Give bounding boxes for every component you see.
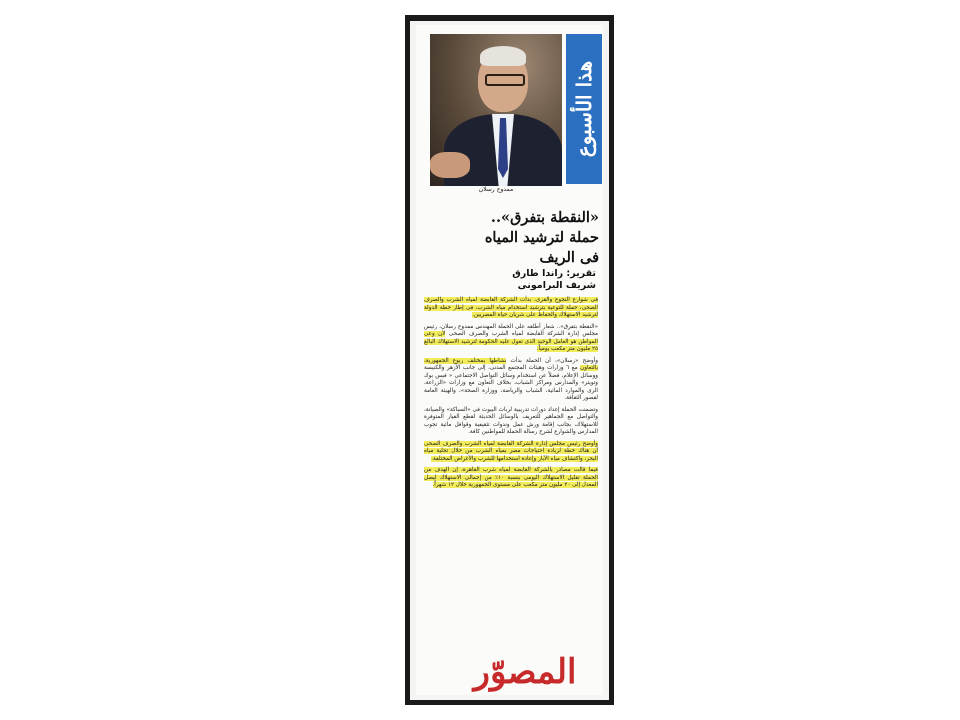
paragraph-4: وتضمنت الحملة إعداد دورات تدريبية لربات البيوت فى «السباكة» والصيانة، والتواصل مع الجماهير للتعريف بالوسائل الحديثة لقطع الفيار المتوفرة للاستهلاك، بجانب إقامة ورش عمل وندوات تثقيفية وقوافل مائية تجوب المدارس والشوارع لشرح رسالة الحملة للمواطنين كافة. — [424, 406, 598, 435]
byline-line-2: شريف البرامونى — [517, 280, 596, 291]
article-body — [424, 297, 598, 494]
highlighted-text: فى شوارع النجوع والقرى، بدأت الشركة القابضة لمياه الشرب والصرف الصحى، حملة للتوعية بترشيد استخدام مياه الشرب، فى إطار خطة الدولة لترشيد الاستهلاك والحفاظ على شريان حياة المصريين. — [424, 297, 598, 318]
paragraph-2: «النقطة بتفرق».. شعار أطلقه على الحملة المهندس ممدوح رسلان، رئيس مجلس إدارة الشركة القابضة لمياه الشرب والصرف الصحى لأن وعى المواطن هو العامل الوحيد الذى تعول عليه الحكومة لترشيد الاستهلاك البالغ ٢٥ مليون متر مكعب يومياً. — [424, 323, 598, 352]
publication-logo: المصوّر — [473, 652, 577, 692]
article-byline — [440, 268, 596, 292]
paragraph-6 — [424, 467, 598, 490]
headline-line-1: «النقطة بتفرق».. — [490, 209, 599, 226]
section-banner-label: هذا الأسبوع — [572, 60, 596, 158]
highlighted-text: نشاطها بمختلف ربوع الجمهورية، بالتعاون — [424, 357, 599, 371]
highlighted-text: لأن وعى المواطن هو العامل الوحيد الذى تعول عليه الحكومة لترشيد الاستهلاك البالغ ٢٥ مليون متر مكعب يومياً. — [424, 331, 598, 352]
section-banner — [566, 34, 602, 184]
paragraph-5 — [424, 441, 598, 464]
highlighted-text: وأوضح رئيس مجلس إدارة الشركة القابضة لمياه الشرب والصرف الصحى أن هناك خطة لزيادة احتياجات مصر بمياه الشرب من خلال تحلية مياه البحر، واكتشاف مياه الآبار وإعادة استخدامها للشرب والأغراض المختلفة. — [424, 440, 598, 462]
portrait-photo — [430, 34, 562, 186]
headline-line-3: فى الريف — [539, 249, 599, 266]
photo-caption: ممدوح رسلان — [478, 186, 514, 193]
byline-line-1: تقرير: راندا طارق — [512, 268, 596, 279]
article-headline — [424, 208, 599, 268]
headline-line-2: حملة لترشيد المياه — [484, 229, 599, 246]
paragraph-3: وأوضح «رسلان»، أن الحملة بدأت نشاطها بمختلف ربوع الجمهورية، بالتعاون مع ٦ وزارات وهيئات المجتمع المدنى، إلى جانب الأزهر والكنيسة ووسائل الإعلام، فضلاً عن استخدام وسائل التواصل الاجتماعى « فيس بوك وتويتر» والمدارس ومراكز الشباب، بخلاف التعاون مع وزارات «الزراعة، الرى والموارد المائية، الشباب والرياضة، ووزارة الصحة»، والهيئة العامة لقصور الثقافة. — [424, 357, 599, 401]
paragraph-1 — [424, 297, 598, 320]
highlighted-text: فيما قالت مصادر بالشركة القابضة لمياه شرب القاهرة، إن الهدف من الحملة تقليل الاستهلاك اليومى بنسبة ١٠٪ من إجمالى الاستهلاك ليصل المعدل إلى ٢٠ مليون متر مكعب على مستوى الجمهورية خلال ١٢ شهراً. — [424, 467, 598, 488]
